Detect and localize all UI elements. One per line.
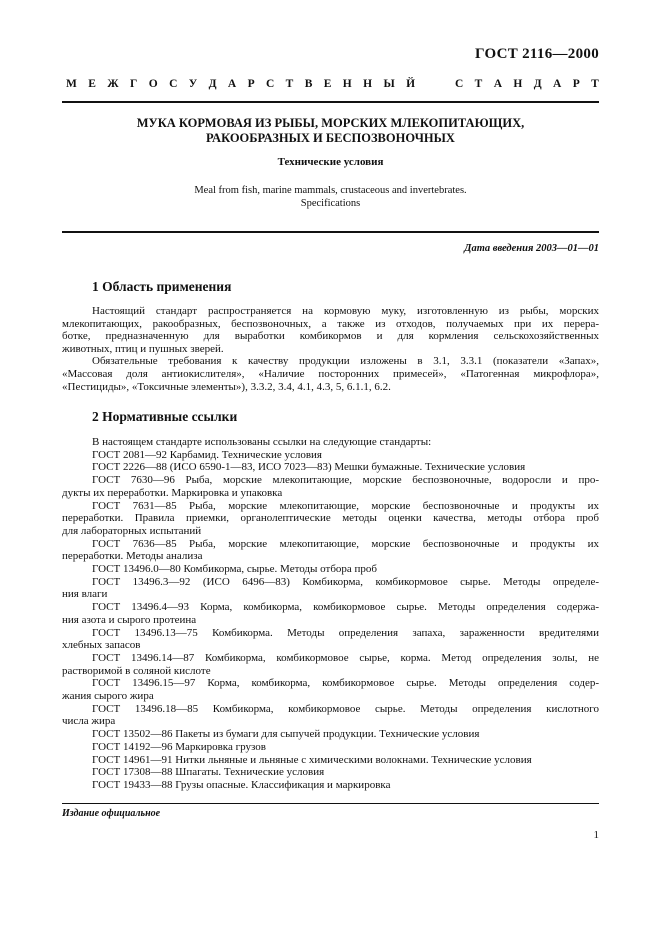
banner-letter: Д [208, 78, 217, 90]
reference-item: ГОСТ 14192—96 Маркировка грузов [92, 740, 266, 753]
banner-letter: О [148, 78, 158, 90]
banner-letter [426, 78, 429, 90]
reference-item: ГОСТ 19433—88 Грузы опасные. Классификация и маркировка [92, 778, 391, 791]
reference-item-continuation: хлебных запасов [62, 639, 141, 652]
english-title [62, 184, 599, 210]
reference-item-continuation: ния влаги [62, 588, 108, 601]
banner-letter: Т [591, 78, 599, 90]
banner-letter: Н [513, 78, 523, 90]
banner-letter: Е [323, 78, 332, 90]
header-rule [62, 101, 599, 103]
banner-letter: Р [247, 78, 255, 90]
official-edition-label: Издание официальное [62, 808, 161, 819]
reference-item: ГОСТ 7630—96 Рыба, морские млекопитающие, морские беспозвоночные, водоросли и про- [92, 474, 599, 487]
reference-item-continuation: переработки. Методы анализа [62, 550, 203, 563]
document-title [62, 116, 599, 146]
reference-item: ГОСТ 2226—88 (ИСО 6590-1—83, ИСО 7023—83) Мешки бумажные. Технические условия [92, 461, 526, 474]
banner-letter: Р [572, 78, 580, 90]
reference-item: ГОСТ 17308—88 Шпагаты. Технические условия [92, 766, 325, 779]
paragraph-line: ботке, предназначенную для выработки комбикормов и для кормления сельскохозяйственных [62, 330, 599, 343]
banner-letter: А [553, 78, 562, 90]
reference-item: ГОСТ 13496.4—93 Корма, комбикорма, комбикормовое сырье. Методы определения содержа- [92, 601, 599, 614]
reference-item: ГОСТ 13496.15—97 Корма, комбикорма, комбикормовое сырье. Методы определения содер- [92, 677, 599, 690]
title-line-2: РАКООБРАЗНЫХ И БЕСПОЗВОНОЧНЫХ [206, 131, 455, 145]
banner-letter: В [304, 78, 313, 90]
reference-item-continuation: жания сырого жира [62, 690, 154, 703]
banner-letter: Е [88, 78, 96, 90]
banner-letter: Т [285, 78, 294, 90]
reference-item-continuation: дукты их переработки. Маркировка и упаковка [62, 486, 283, 499]
gost-number: ГОСТ 2116—2000 [475, 46, 599, 62]
banner-letter [441, 78, 444, 90]
reference-item-continuation: числа жира [62, 715, 116, 728]
normative-references-list [62, 436, 599, 792]
references-intro: В настоящем стандарте использованы ссылки на следующие стандарты: [92, 436, 432, 448]
reference-item-continuation: ния азота и сырого протеина [62, 613, 197, 626]
paragraph-line: Настоящий стандарт распространяется на кормовую муку, изготовленную из рыбы, морских [92, 305, 599, 317]
reference-item: ГОСТ 7631—85 Рыба, морские млекопитающие, морские беспозвоночные и продукты их [92, 499, 599, 512]
reference-item: ГОСТ 13496.3—92 (ИСО 6496—83) Комбикорма, комбикормовое сырье. Методы определе- [92, 575, 599, 588]
reference-item: ГОСТ 13496.13—75 Комбикорма. Методы определения запаха, зараженности вредителями [92, 626, 599, 639]
banner-letter: Ы [383, 78, 395, 90]
reference-item: ГОСТ 13502—86 Пакеты из бумаги для сыпучей продукции. Технические условия [92, 728, 480, 741]
interstate-standard-banner [66, 78, 599, 90]
paragraph-line: млекопитающих, ракообразных, беспозвоночных, а также из отходов, получаемых при их перера- [62, 317, 599, 330]
paragraph-line: животных, птиц и пушных зверей. [62, 342, 224, 355]
banner-letter: С [265, 78, 275, 90]
english-title-line-2: Specifications [300, 198, 361, 209]
banner-letter: А [227, 78, 237, 90]
footer-rule [62, 803, 599, 804]
title-line-1: МУКА КОРМОВАЯ ИЗ РЫБЫ, МОРСКИХ МЛЕКОПИТАЮЩИХ, [136, 116, 525, 130]
banner-letter: С [169, 78, 178, 90]
banner-letter: Г [130, 78, 138, 90]
reference-item: ГОСТ 2081—92 Карбамид. Технические условия [92, 448, 322, 461]
reference-item: ГОСТ 13496.14—87 Комбикорма, комбикормовое сырье, корма. Метод определения золы, не [92, 651, 599, 664]
reference-item: ГОСТ 13496.0—80 Комбикорма, сырье. Методы отбора проб [92, 563, 378, 576]
banner-letter: А [493, 78, 502, 90]
section-1-body [62, 305, 599, 393]
page-number: 1 [593, 829, 599, 841]
reference-item: ГОСТ 13496.18—85 Комбикорма, комбикормовое сырье. Методы определения кислотного [92, 702, 599, 715]
banner-letter: Н [342, 78, 352, 90]
banner-letter: Т [474, 78, 483, 90]
reference-item: ГОСТ 7636—85 Рыба, морские млекопитающие, морские беспозвоночные и продукты их [92, 537, 599, 550]
english-title-line-1: Meal from fish, marine mammals, crustaceous and invertebrates. [194, 185, 467, 196]
reference-item: ГОСТ 14961—91 Нитки льняные и льняные с химическими волокнами. Технические условия [92, 753, 532, 766]
document-subtitle: Технические условия [277, 156, 384, 168]
banner-letter: У [188, 78, 198, 90]
reference-item-continuation: переработки. Правила приемки, органолептические методы оценки качества, методы отбора проб [62, 512, 599, 525]
paragraph-line: Обязательные требования к качеству продукции изложены в 3.1, 3.3.1 (показатели «Запах», [92, 355, 599, 368]
paragraph-line: «Пестициды», «Токсичные элементы»), 3.3.2, 3.4, 4.1, 4.3, 5, 6.1.1, 6.2. [62, 380, 391, 393]
banner-letter: Д [533, 78, 542, 90]
banner-letter: Н [363, 78, 373, 90]
banner-letter: М [66, 78, 77, 90]
banner-letter: Й [406, 78, 416, 90]
paragraph-line: «Массовая доля антиокислителя», «Наличие посторонних примесей», «Патогенная микрофлора», [62, 367, 599, 380]
title-rule [62, 231, 599, 233]
reference-item-continuation: для лабораторных испытаний [62, 524, 202, 537]
reference-item-continuation: растворимой в соляной кислоте [62, 664, 211, 677]
banner-letter: Ж [107, 78, 119, 90]
banner-letter: С [454, 78, 464, 90]
section-2-heading: 2 Нормативные ссылки [92, 409, 238, 424]
section-1-heading: 1 Область применения [92, 279, 232, 294]
introduction-date: Дата введения 2003—01—01 [464, 243, 599, 254]
